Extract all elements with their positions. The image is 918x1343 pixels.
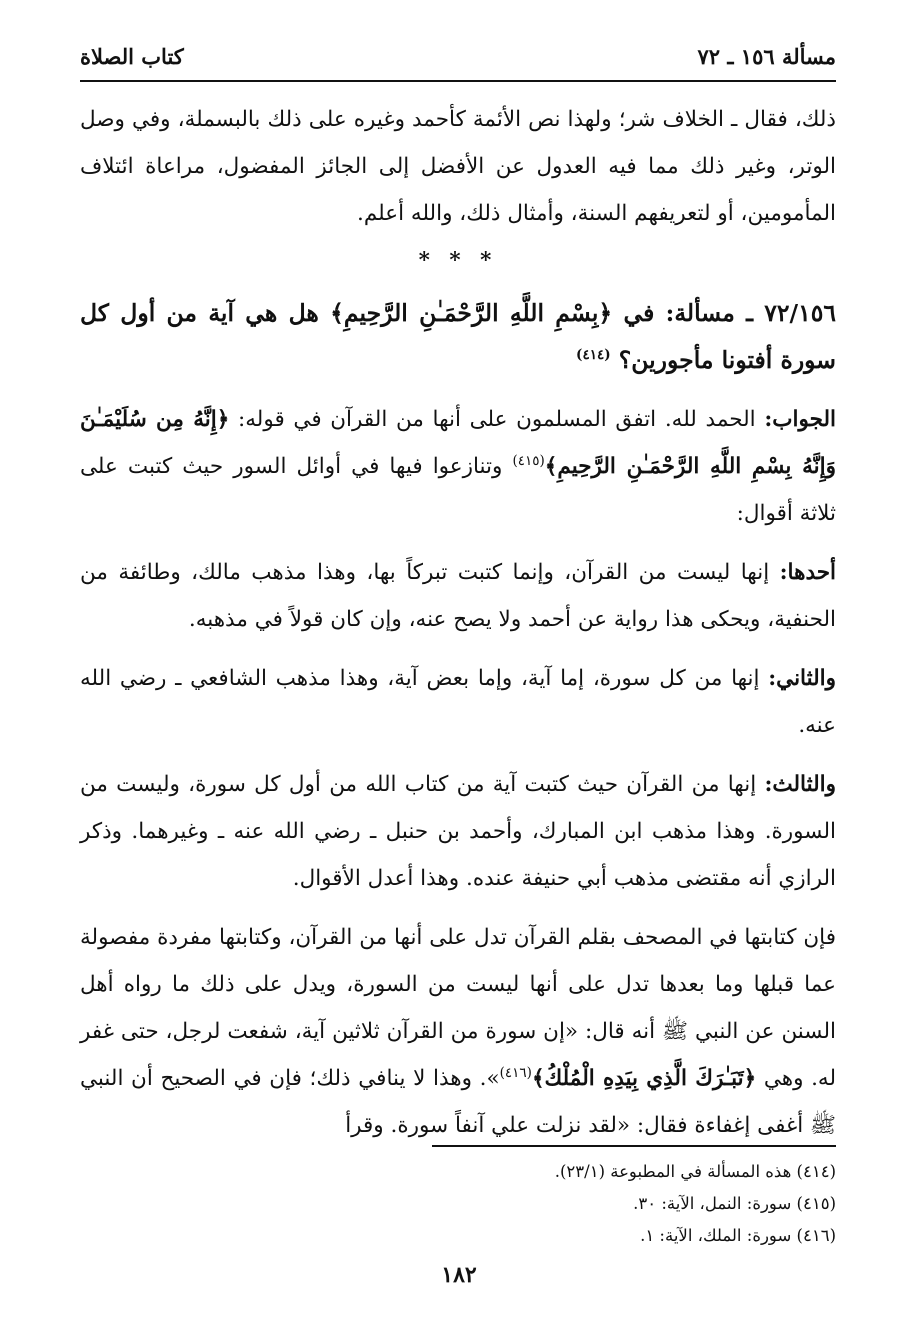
main-text <box>80 96 836 1149</box>
footnote-416: (٤١٦) سورة: الملك، الآية: ١. <box>640 1226 836 1245</box>
footnotes <box>80 1156 836 1252</box>
closing-text-1: فإن كتابتها في المصحف بقلم القرآن تدل على أنها من القرآن، وكتابتها مفردة مفصولة عما قبلها وما بعدها تدل على أنها ليست من السورة، ويدل على ذلك ما رواه أهل السنن عن النبي ﷺ أنه قال: «إن سورة من القرآن ثلاثين آية، شفعت لرجل، حتى غفر له. وهي <box>80 925 837 1091</box>
first-opinion-paragraph <box>80 549 836 643</box>
footnote-ref-416[interactable]: (٤١٦) <box>499 1064 532 1081</box>
intro-paragraph: ذلك، فقال ـ الخلاف شر؛ ولهذا نص الأئمة كأحمد وغيره على ذلك بالبسملة، وفي وصل الوتر، وغير ذلك مما فيه العدول عن الأفضل إلى الجائز المفضول، مراعاة ائتلاف المأمومين، أو لتعريفهم السنة، وأمثال ذلك، والله أعلم. <box>80 107 836 226</box>
issue-question: هل هي آية من أول كل سورة أفتونا مأجورين؟ <box>80 299 836 374</box>
issue-heading <box>80 290 836 384</box>
third-opinion-label: والثالث: <box>764 772 836 797</box>
closing-paragraph <box>80 914 836 1149</box>
footnote-415: (٤١٥) سورة: النمل، الآية: ٣٠. <box>633 1194 836 1213</box>
third-opinion-text: إنها من القرآن حيث كتبت آية من كتاب الله من أول كل سورة، وليست من السورة. وهذا مذهب ابن المبارك، وأحمد بن حنبل ـ رضي الله عنه ـ وغيرهما. وذكر الرازي أنه مقتضى مذهب أبي حنيفة عنده. وهذا أعدل الأقوال. <box>80 772 836 891</box>
page-number: ١٨٢ <box>441 1262 477 1288</box>
answer-paragraph <box>80 396 836 537</box>
quran-quote-naml: ﴿إِنَّهُ مِن سُلَيْمَـٰنَ وَإِنَّهُ بِسْمِ اللَّهِ الرَّحْمَـٰنِ الرَّحِيمِ﴾ <box>80 407 836 479</box>
footnote-ref-415[interactable]: (٤١٥) <box>512 452 545 469</box>
quran-quote-mulk: ﴿تَبَـٰرَكَ الَّذِي بِيَدِهِ الْمُلْكُ﴾ <box>531 1066 757 1091</box>
issue-text-before: في <box>623 299 655 327</box>
footnote-ref-414[interactable]: (٤١٤) <box>576 347 611 364</box>
footnote-divider <box>432 1145 836 1147</box>
second-opinion-text: إنها من كل سورة، إما آية، وإما بعض آية، وهذا مذهب الشافعي ـ رضي الله عنه. <box>80 666 836 738</box>
answer-text-1: الحمد لله. اتفق المسلمون على أنها من القرآن في قوله: <box>238 407 756 432</box>
header-section-number: مسألة ١٥٦ ـ ٧٢ <box>697 43 836 69</box>
footnote-414: (٤١٤) هذه المسألة في المطبوعة (٢٣/١). <box>554 1162 836 1181</box>
answer-text-2: وتنازعوا فيها في أوائل السور حيث كتبت على ثلاثة أقوال: <box>80 454 836 526</box>
second-opinion-label: والثاني: <box>768 666 837 691</box>
second-opinion-paragraph <box>80 655 836 749</box>
third-opinion-paragraph <box>80 761 836 902</box>
header-book-title: كتاب الصلاة <box>80 43 184 69</box>
first-opinion-label: أحدها: <box>779 560 836 585</box>
basmala-quote: ﴿بِسْمِ اللَّهِ الرَّحْمَـٰنِ الرَّحِيمِ﴾ <box>330 299 613 327</box>
issue-number: ٧٢/١٥٦ ـ مسألة: <box>665 299 836 327</box>
answer-label: الجواب: <box>764 407 837 432</box>
section-separator: * * * <box>418 248 498 273</box>
first-opinion-text: إنها ليست من القرآن، وإنما كتبت تبركاً بها، وهذا مذهب مالك، وطائفة من الحنفية، ويحكى هذا رواية عن أحمد ولا يصح عنه، وإن كان قولاً في مذهبه. <box>80 560 836 632</box>
running-header <box>80 36 836 76</box>
header-divider <box>80 80 836 82</box>
closing-text-2: ». وهذا لا ينافي ذلك؛ فإن في الصحيح أن النبي ﷺ أغفى إغفاءة فقال: «لقد نزلت علي آنفاً سورة. وقرأ <box>80 1066 836 1138</box>
